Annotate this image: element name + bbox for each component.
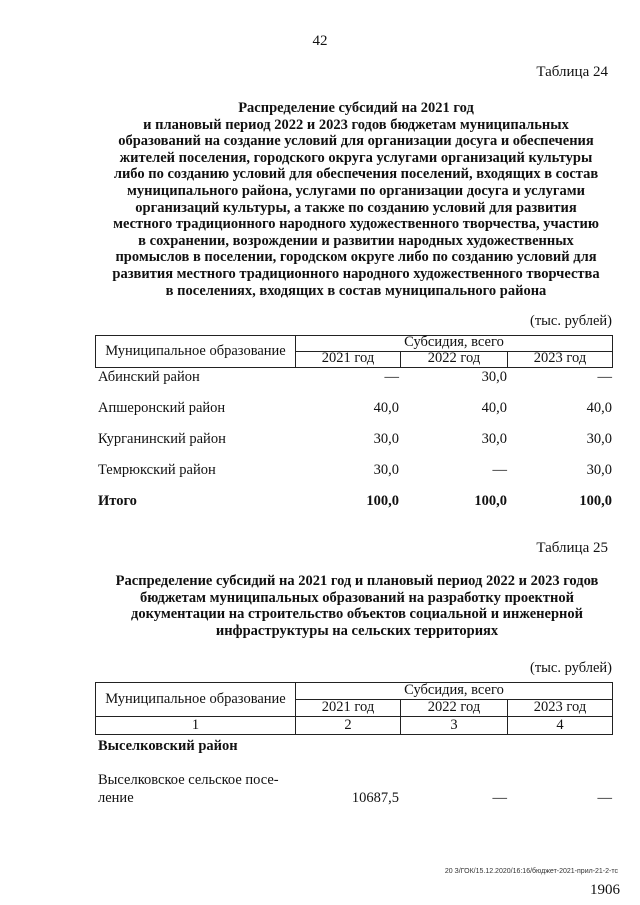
footer-code: 20 З/ГОК/15.12.2020/16:16/бюджет-2021-прил-21-2-тс <box>444 868 618 875</box>
page-number: 42 <box>312 33 328 49</box>
row-value-2023: — <box>597 790 612 806</box>
title-line: жителей поселения, городского округа услугами организаций культуры <box>119 149 593 166</box>
col-header-2021: 2021 год <box>321 350 375 366</box>
row-value-2023: 40,0 <box>586 400 612 416</box>
title-line: промыслов в поселении, городском округе либо по созданию условий для <box>115 249 597 266</box>
row-value-2022: — <box>492 790 507 806</box>
table25-title <box>92 573 622 639</box>
row-value-2021: 30,0 <box>373 431 399 447</box>
title-line: и плановый период 2022 и 2023 годов бюджетам муниципальных <box>143 116 569 133</box>
title-line: организаций культуры, а также по созданию условий для развития <box>135 199 577 216</box>
row-value-2021: 10687,5 <box>351 790 399 806</box>
row-name: Апшеронский район <box>98 400 226 416</box>
total-value-2023: 100,0 <box>579 493 612 509</box>
row-name: Курганинский район <box>98 431 226 447</box>
title-line: бюджетам муниципальных образований на разработку проектной <box>140 589 574 606</box>
total-value-2021: 100,0 <box>366 493 399 509</box>
sheet-number: 1906 <box>590 882 620 898</box>
row-value-2022: 30,0 <box>481 431 507 447</box>
col-number-4: 4 <box>556 717 564 733</box>
title-line: Распределение субсидий на 2021 год и плановый период 2022 и 2023 годов <box>115 573 599 589</box>
table24-title <box>96 100 616 299</box>
row-value-2022: — <box>492 462 507 478</box>
title-line: инфраструктуры на сельских территориях <box>215 622 499 639</box>
title-line: муниципального района, услугами по организации досуга и услугами <box>127 182 585 199</box>
row-value-2023: — <box>597 369 612 385</box>
table24-label: Таблица 24 <box>536 64 608 80</box>
row-name-line2: ление <box>98 790 134 806</box>
table24-units: (тыс. рублей) <box>530 313 612 329</box>
table25-units: (тыс. рублей) <box>530 660 612 676</box>
col-header-municipality: Муниципальное образование <box>105 343 286 359</box>
col-header-2023: 2023 год <box>533 350 587 366</box>
row-value-2023: 30,0 <box>586 431 612 447</box>
col-number-1: 1 <box>191 717 200 733</box>
col-header-subsidy: Субсидия, всего <box>404 682 504 698</box>
row-value-2023: 30,0 <box>586 462 612 478</box>
title-line: образований на создание условий для организации досуга и обеспечения <box>118 133 594 150</box>
title-line: документации на строительство объектов социальной и инженерной <box>131 606 583 623</box>
row-name: Темрюкский район <box>98 462 216 478</box>
row-name: Абинский район <box>98 369 200 385</box>
col-header-municipality: Муниципальное образование <box>105 691 286 707</box>
section-heading: Выселковский район <box>98 738 238 754</box>
col-header-2022: 2022 год <box>427 699 481 715</box>
col-number-3: 3 <box>450 717 458 733</box>
col-header-subsidy: Субсидия, всего <box>404 334 504 350</box>
title-line: Распределение субсидий на 2021 год <box>238 100 474 116</box>
col-header-2021: 2021 год <box>321 699 375 715</box>
row-value-2022: 30,0 <box>481 369 507 385</box>
title-line: либо по созданию условий для обеспечения поселений, входящих в состав <box>113 166 599 183</box>
row-name-line1: Выселковское сельское посе- <box>98 772 279 788</box>
row-value-2021: — <box>384 369 399 385</box>
title-line: в сохранении, возрождении и развитии народных художественных <box>138 232 574 249</box>
col-header-2022: 2022 год <box>427 350 481 366</box>
total-label: Итого <box>98 493 137 509</box>
row-value-2022: 40,0 <box>481 400 507 416</box>
table25-label: Таблица 25 <box>536 540 608 556</box>
col-header-2023: 2023 год <box>533 699 587 715</box>
row-value-2021: 30,0 <box>373 462 399 478</box>
title-line: развития местного традиционного народного художественного творчества <box>112 265 600 282</box>
row-value-2021: 40,0 <box>373 400 399 416</box>
total-value-2022: 100,0 <box>474 493 507 509</box>
title-line: в поселениях, входящих в состав муниципального района <box>165 282 547 299</box>
col-number-2: 2 <box>344 717 352 733</box>
title-line: местного традиционного народного художественного творчества, участию <box>113 216 599 233</box>
